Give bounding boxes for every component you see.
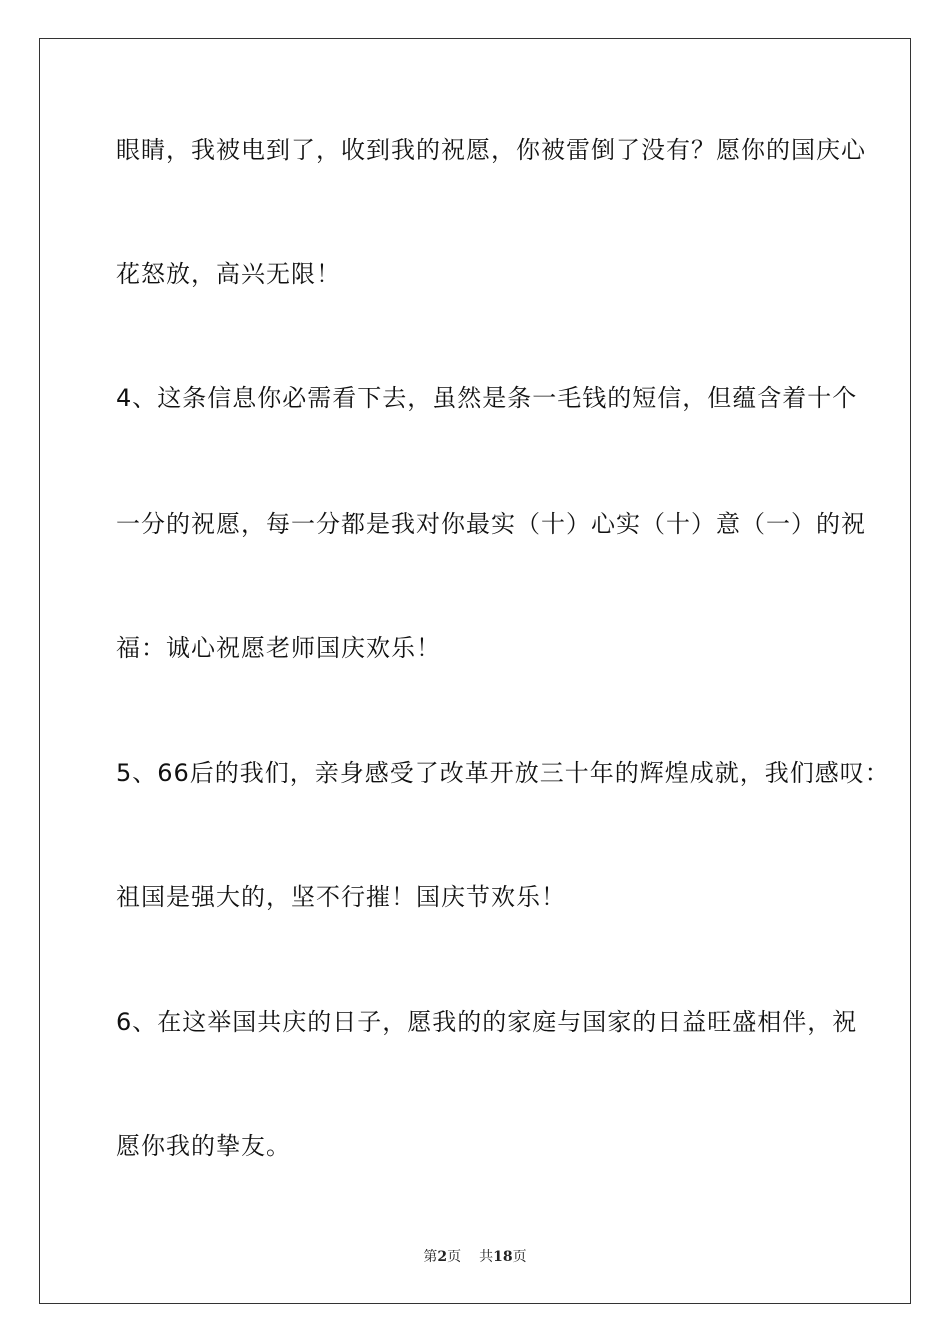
total-pages: 18: [493, 1249, 513, 1265]
page-number: 2: [437, 1249, 448, 1265]
text-line-9: 愿你我的挚友。: [116, 1132, 291, 1160]
text-line-8: 6、在这举国共庆的日子，愿我的的家庭与国家的日益旺盛相伴，祝: [116, 1008, 858, 1036]
text-line-7: 祖国是强大的，坚不行摧！国庆节欢乐！: [116, 883, 566, 911]
page-suffix: 页: [447, 1249, 462, 1265]
total-suffix: 页: [512, 1249, 527, 1265]
total-prefix: 共: [479, 1249, 494, 1265]
page-footer: [0, 1246, 950, 1266]
page-border: [39, 38, 911, 1304]
text-line-6: 5、66后的我们，亲身感受了改革开放三十年的辉煌成就，我们感叹：: [116, 759, 890, 787]
text-line-3: 4、这条信息你必需看下去，虽然是条一毛钱的短信，但蕴含着十个: [116, 384, 858, 412]
text-line-1: 眼睛，我被电到了，收到我的祝愿，你被雷倒了没有？愿你的国庆心: [116, 136, 866, 164]
text-line-2: 花怒放，高兴无限！: [116, 260, 341, 288]
text-line-5: 福：诚心祝愿老师国庆欢乐！: [116, 634, 441, 662]
text-line-4: 一分的祝愿，每一分都是我对你最实（十）心实（十）意（一）的祝: [116, 510, 866, 538]
page-prefix: 第: [423, 1249, 438, 1265]
